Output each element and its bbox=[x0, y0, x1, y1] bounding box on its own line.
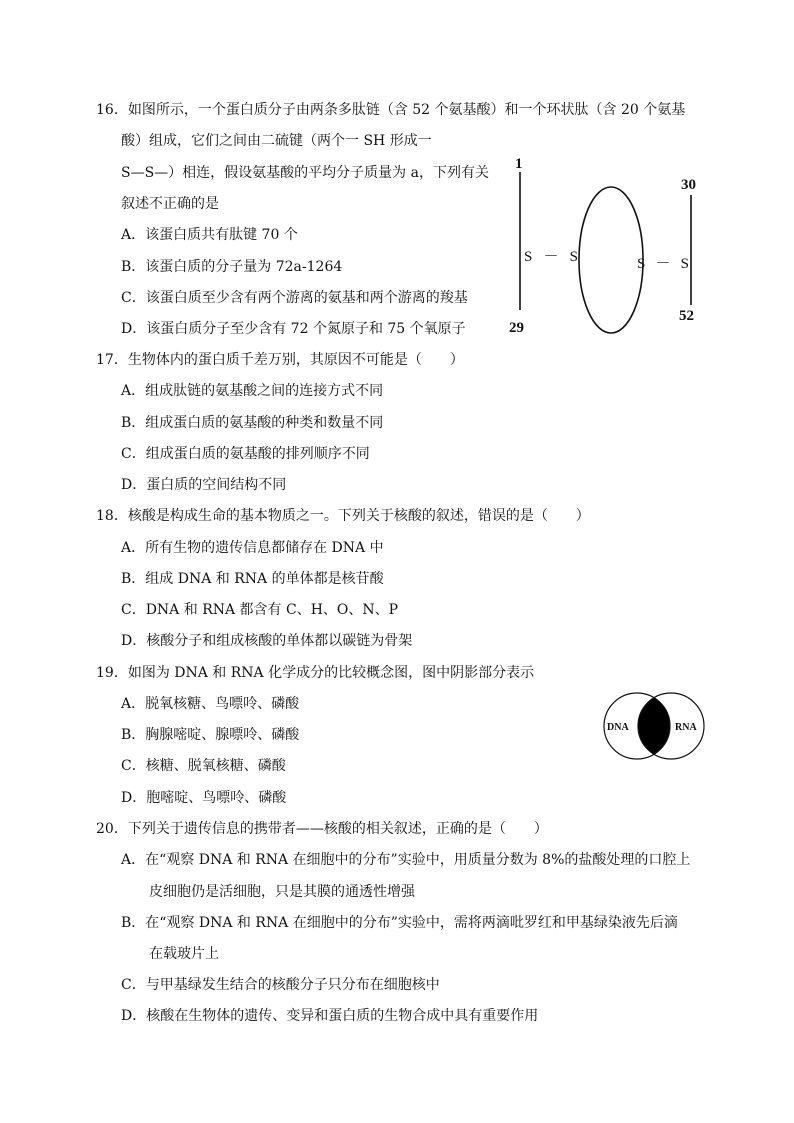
q19-option-a: A．脱氧核糖、鸟嘌呤、磷酸 bbox=[121, 696, 300, 712]
q16-stem-line4: 叙述不正确的是 bbox=[121, 196, 219, 212]
q16-stem-line1: 16．如图所示，一个蛋白质分子由两条多肽链（含 52 个氨基酸）和一个环状肽（含 20 个氨基 bbox=[96, 102, 686, 118]
q16-option-b: B．该蛋白质的分子量为 72a-1264 bbox=[121, 259, 343, 275]
q20-option-a-line2: 皮细胞仍是活细胞，只是其膜的通透性增强 bbox=[149, 884, 415, 900]
q17-option-c: C．组成蛋白质的氨基酸的排列顺序不同 bbox=[121, 446, 370, 462]
q18-option-a: A．所有生物的遗传信息都储存在 DNA 中 bbox=[121, 540, 384, 556]
q20-option-a-line1: A．在“观察 DNA 和 RNA 在细胞中的分布”实验中，用质量分数为 8%的盐酸处理的口腔上 bbox=[121, 852, 691, 868]
q17-option-d: D．蛋白质的空间结构不同 bbox=[121, 477, 287, 493]
q17-option-b: B．组成蛋白质的氨基酸的种类和数量不同 bbox=[121, 415, 384, 431]
q16-stem-line2: 酸）组成，它们之间由二硫键（两个一 SH 形成一 bbox=[121, 133, 432, 149]
label-29: 29 bbox=[509, 320, 524, 336]
disulfide-bond-left: S－S bbox=[524, 249, 578, 265]
q16-stem-line3: S—S—）相连，假设氨基酸的平均分子质量为 a，下列有关 bbox=[121, 165, 489, 181]
q17-stem: 17．生物体内的蛋白质千差万别，其原因不可能是（ ） bbox=[96, 352, 464, 368]
cyclic-peptide bbox=[579, 187, 643, 333]
q18-stem: 18．核酸是构成生命的基本物质之一。下列关于核酸的叙述，错误的是（ ） bbox=[96, 508, 590, 524]
label-52: 52 bbox=[679, 308, 694, 324]
protein-diagram bbox=[505, 150, 720, 340]
q19-stem: 19．如图为 DNA 和 RNA 化学成分的比较概念图，图中阴影部分表示 bbox=[96, 665, 535, 681]
q18-option-b: B．组成 DNA 和 RNA 的单体都是核苷酸 bbox=[121, 571, 384, 587]
q16-option-d: D．该蛋白质分子至少含有 72 个氮原子和 75 个氧原子 bbox=[121, 321, 466, 337]
disulfide-bond-right: S－S bbox=[637, 256, 689, 272]
q20-option-d: D．核酸在生物体的遗传、变异和蛋白质的生物合成中具有重要作用 bbox=[121, 1008, 539, 1024]
label-30: 30 bbox=[681, 177, 696, 193]
q16-option-c: C．该蛋白质至少含有两个游离的氨基和两个游离的羧基 bbox=[121, 290, 468, 306]
q19-option-c: C．核糖、脱氧核糖、磷酸 bbox=[121, 758, 286, 774]
dna-rna-venn-diagram bbox=[600, 690, 708, 762]
dna-label: DNA bbox=[607, 722, 629, 733]
q19-option-b: B．胸腺嘧啶、腺嘌呤、磷酸 bbox=[121, 727, 300, 743]
q20-option-b-line1: B．在“观察 DNA 和 RNA 在细胞中的分布”实验中，需将两滴吡罗红和甲基绿染液先后滴 bbox=[121, 915, 678, 931]
q18-option-d: D．核酸分子和组成核酸的单体都以碳链为骨架 bbox=[121, 633, 413, 649]
q20-option-b-line2: 在载玻片上 bbox=[149, 946, 219, 962]
q19-option-d: D．胞嘧啶、鸟嘌呤、磷酸 bbox=[121, 790, 287, 806]
label-1: 1 bbox=[515, 156, 523, 172]
rna-label: RNA bbox=[675, 722, 697, 733]
q17-option-a: A．组成肽链的氨基酸之间的连接方式不同 bbox=[121, 383, 384, 399]
q20-option-c: C．与甲基绿发生结合的核酸分子只分布在细胞核中 bbox=[121, 977, 440, 993]
q18-option-c: C．DNA 和 RNA 都含有 C、H、O、N、P bbox=[121, 602, 399, 618]
q20-stem: 20．下列关于遗传信息的携带者——核酸的相关叙述，正确的是（ ） bbox=[96, 821, 548, 837]
q16-option-a: A．该蛋白质共有肽键 70 个 bbox=[121, 227, 298, 243]
